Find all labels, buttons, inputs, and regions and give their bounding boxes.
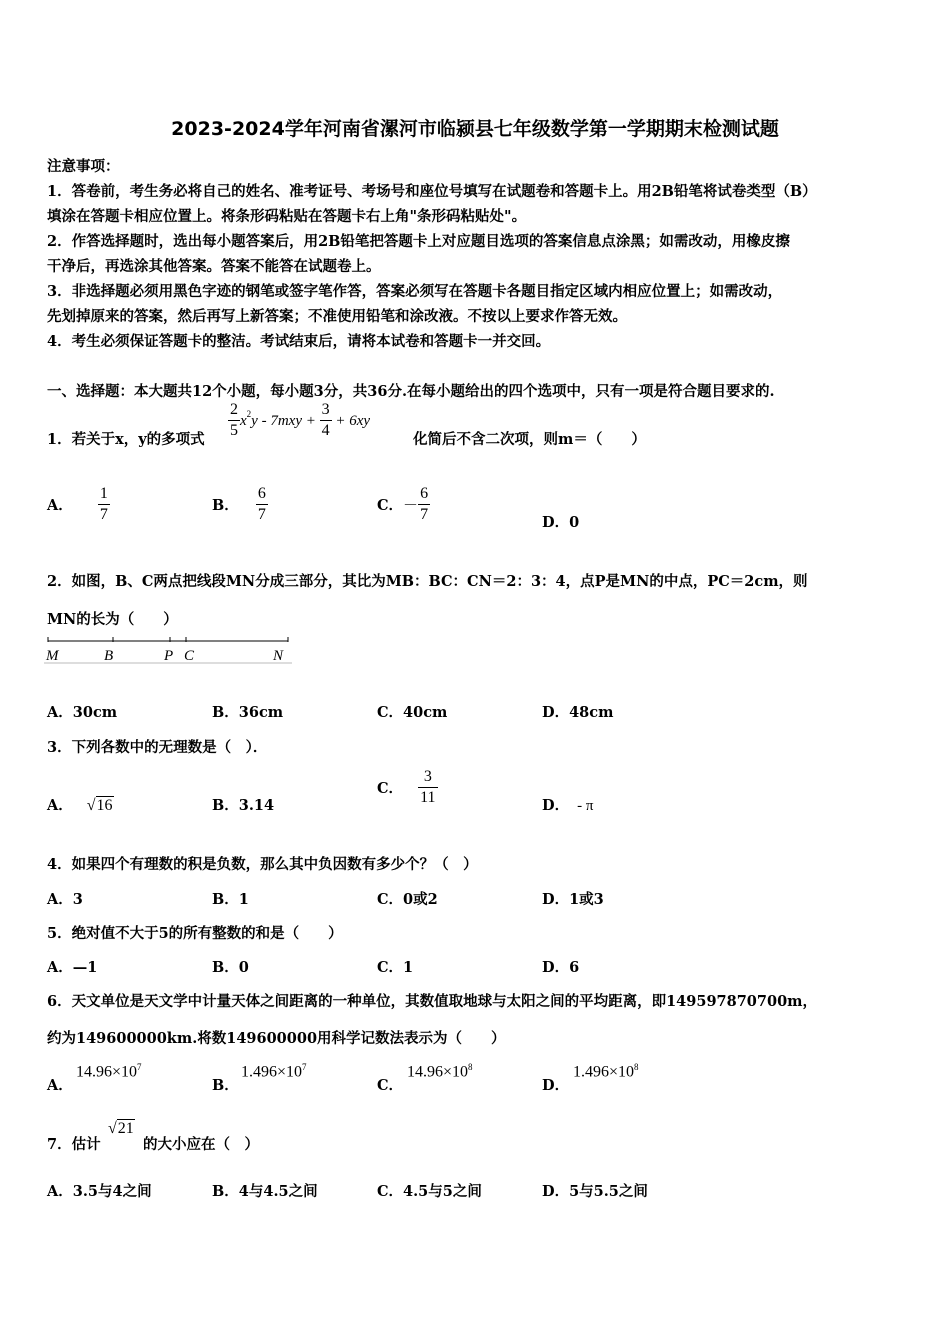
q2-line2: MN的长为（ ）	[47, 611, 178, 628]
option-a[interactable]	[47, 1180, 152, 1201]
option-label: C．	[377, 891, 404, 908]
numerator: 6	[418, 484, 430, 505]
option-c[interactable]	[377, 484, 430, 525]
option-b[interactable]	[212, 794, 274, 815]
option-label: A．	[47, 959, 73, 976]
option-label: A．	[47, 704, 73, 721]
q3-stem: 3．下列各数中的无理数是（ ）．	[47, 739, 268, 756]
option-text: 1.496×10	[573, 1063, 635, 1081]
option-b-value	[241, 1062, 307, 1081]
option-c-value	[407, 1062, 473, 1081]
notes-line: 3．非选择题必须用黑色字迹的钢笔或签字笔作答，答案必须写在答题卡各题目指定区域内相应位置上；如需改动，	[47, 283, 783, 300]
option-c[interactable]	[377, 1074, 403, 1095]
page-title: 2023-2024学年河南省漯河市临颍县七年级数学第一学期期末检测试题	[171, 118, 779, 140]
option-text: 14.96×10	[76, 1063, 138, 1081]
option-label: A．	[47, 891, 73, 908]
denominator: 7	[257, 506, 266, 523]
option-a[interactable]	[47, 1074, 73, 1095]
fraction	[228, 400, 240, 441]
option-label: B．	[212, 891, 239, 908]
option-label: A．	[47, 1183, 73, 1200]
option-d[interactable]	[542, 888, 604, 909]
option-text: 40cm	[403, 704, 448, 721]
option-label: C．	[377, 959, 404, 976]
option-text: 3.14	[238, 797, 275, 814]
option-text: 5与5.5之间	[569, 1183, 648, 1200]
option-text: 6	[569, 959, 580, 976]
square-root: √16	[86, 797, 113, 814]
option-label: D．	[542, 891, 570, 908]
notes-heading: 注意事项：	[47, 158, 120, 175]
option-c[interactable]	[377, 1180, 482, 1201]
option-b[interactable]	[212, 1180, 318, 1201]
option-text: 1	[403, 959, 414, 976]
option-a[interactable]	[47, 701, 117, 722]
option-d[interactable]	[542, 794, 593, 815]
option-b[interactable]	[212, 1074, 239, 1095]
q6-line1: 6．天文单位是天文学中计量天体之间距离的一种单位，其数值取地球与太阳之间的平均距离，即149597870700m，	[47, 993, 817, 1010]
numerator: 2	[228, 400, 240, 421]
option-label: B．	[212, 497, 239, 514]
option-label: C．	[377, 780, 404, 797]
option-label: B．	[212, 959, 239, 976]
option-label: C．	[377, 1183, 404, 1200]
q2-line1: 2．如图，B、C两点把线段MN分成三部分，其比为MB：BC：CN＝2：3：4，点P是MN的中点，PC＝2cm，则	[47, 573, 808, 590]
option-d-value	[573, 1062, 639, 1081]
exponent: 8	[634, 1062, 639, 1072]
option-text: - π	[577, 798, 594, 814]
option-text: 0	[238, 959, 249, 976]
radicand: 21	[117, 1120, 134, 1137]
option-a[interactable]	[47, 794, 114, 815]
notes-line: 4．考生必须保证答题卡的整洁。考试结束后，请将本试卷和答题卡一并交回。	[47, 333, 551, 350]
option-text: 3	[72, 891, 83, 908]
option-a-value	[76, 1062, 142, 1081]
minus-sign: －	[403, 498, 419, 514]
denominator: 7	[420, 506, 429, 523]
point-label-p: P	[164, 648, 174, 664]
exponent: 2	[246, 409, 252, 419]
numerator: 6	[256, 484, 268, 505]
option-label: D．	[542, 704, 570, 721]
numerator: 3	[320, 400, 332, 421]
notes-line: 2．作答选择题时，选出每小题答案后，用2B铅笔把答题卡上对应题目选项的答案信息点涂黑；如需改动，用橡皮擦	[47, 233, 790, 250]
q4-stem: 4．如果四个有理数的积是负数，那么其中负因数有多少个？（ ）	[47, 856, 478, 873]
option-label: C．	[377, 497, 404, 514]
option-c[interactable]	[377, 701, 447, 722]
option-a[interactable]	[47, 956, 97, 977]
q6-line2: 约为149600000km.将数149600000用科学记数法表示为（ ）	[47, 1030, 506, 1047]
term: - 7mxy +	[257, 413, 320, 429]
exponent: 8	[468, 1062, 473, 1072]
fraction	[320, 400, 332, 441]
option-label: B．	[212, 1077, 239, 1094]
exponent: 7	[137, 1062, 142, 1072]
option-text: 3.5与4之间	[72, 1183, 152, 1200]
segment-figure	[44, 636, 294, 666]
fraction	[418, 484, 430, 525]
point-label-n: N	[273, 648, 284, 664]
var: y	[251, 413, 258, 429]
option-a[interactable]	[47, 888, 83, 909]
point-label-b: B	[104, 648, 114, 664]
var: x	[240, 413, 247, 429]
option-text: 30cm	[72, 704, 118, 721]
option-text: 1.496×10	[241, 1063, 303, 1081]
denominator: 11	[420, 789, 436, 806]
option-d[interactable]	[542, 1180, 648, 1201]
point-label-c: C	[184, 648, 195, 664]
option-text: 4与4.5之间	[238, 1183, 318, 1200]
option-d[interactable]	[542, 701, 613, 722]
notes-line: 干净后，再选涂其他答案。答案不能答在试题卷上。	[47, 258, 381, 275]
q7-prefix: 7．估计	[47, 1136, 101, 1153]
option-text: 36cm	[238, 704, 284, 721]
option-label: A．	[47, 797, 73, 814]
option-d[interactable]	[542, 1074, 569, 1095]
denominator: 5	[230, 422, 238, 439]
section-heading: 一、选择题：本大题共12个小题，每小题3分，共36分.在每小题给出的四个选项中，只有一项是符合题目要求的.	[47, 383, 775, 400]
option-label: D．	[542, 1077, 570, 1094]
option-label: C．	[377, 704, 404, 721]
notes-line: 先划掉原来的答案，然后再写上新答案；不准使用铅笔和涂改液。不按以上要求作答无效。	[47, 308, 627, 325]
option-label: B．	[212, 704, 239, 721]
option-d[interactable]	[542, 511, 579, 532]
option-label: D．	[542, 514, 570, 531]
notes-line: 填涂在答题卡相应位置上。将条形码粘贴在答题卡右上角"条形码粘贴处"。	[47, 208, 527, 225]
numerator: 1	[98, 484, 110, 505]
q1-expression	[228, 400, 370, 441]
option-label: D．	[542, 959, 570, 976]
radicand: 16	[96, 797, 113, 814]
denominator: 4	[321, 422, 330, 439]
option-label: A．	[47, 497, 73, 514]
option-a[interactable]	[47, 484, 110, 525]
q5-stem: 5．绝对值不大于5的所有整数的和是（ ）	[47, 925, 343, 942]
option-d[interactable]	[542, 956, 579, 977]
option-text: 48cm	[569, 704, 614, 721]
fraction	[98, 484, 110, 525]
q1-suffix: 化简后不含二次项，则m＝（ ）	[413, 431, 646, 448]
option-c[interactable]	[377, 956, 413, 977]
option-c[interactable]	[377, 767, 438, 808]
option-text: —1	[72, 959, 98, 976]
exponent: 7	[302, 1062, 307, 1072]
fraction	[418, 767, 437, 808]
option-label: B．	[212, 797, 239, 814]
option-b[interactable]	[212, 956, 249, 977]
option-text: 14.96×10	[407, 1063, 469, 1081]
option-b[interactable]	[212, 701, 283, 722]
q7-suffix: 的大小应在（ ）	[143, 1136, 259, 1153]
denominator: 7	[99, 506, 108, 523]
notes-line: 1．答卷前，考生务必将自己的姓名、准考证号、考场号和座位号填写在试题卷和答题卡上。用2B铅笔将试卷类型（B）	[47, 183, 817, 200]
square-root: √21	[108, 1120, 134, 1137]
numerator: 3	[418, 767, 437, 788]
option-text: 4.5与5之间	[403, 1183, 482, 1200]
option-b[interactable]	[212, 888, 249, 909]
term: + 6xy	[331, 413, 371, 429]
option-label: B．	[212, 1183, 239, 1200]
option-text: 0	[569, 514, 580, 531]
option-c[interactable]	[377, 888, 438, 909]
option-label: A．	[47, 1077, 73, 1094]
q1-prefix: 1．若关于x，y的多项式	[47, 431, 205, 448]
fraction	[256, 484, 268, 525]
option-label: D．	[542, 797, 570, 814]
option-text: 0或2	[403, 891, 438, 908]
option-text: 1	[238, 891, 249, 908]
option-b[interactable]	[212, 484, 268, 525]
option-label: C．	[377, 1077, 404, 1094]
option-text: 1或3	[569, 891, 604, 908]
point-label-m: M	[46, 648, 59, 664]
option-label: D．	[542, 1183, 570, 1200]
